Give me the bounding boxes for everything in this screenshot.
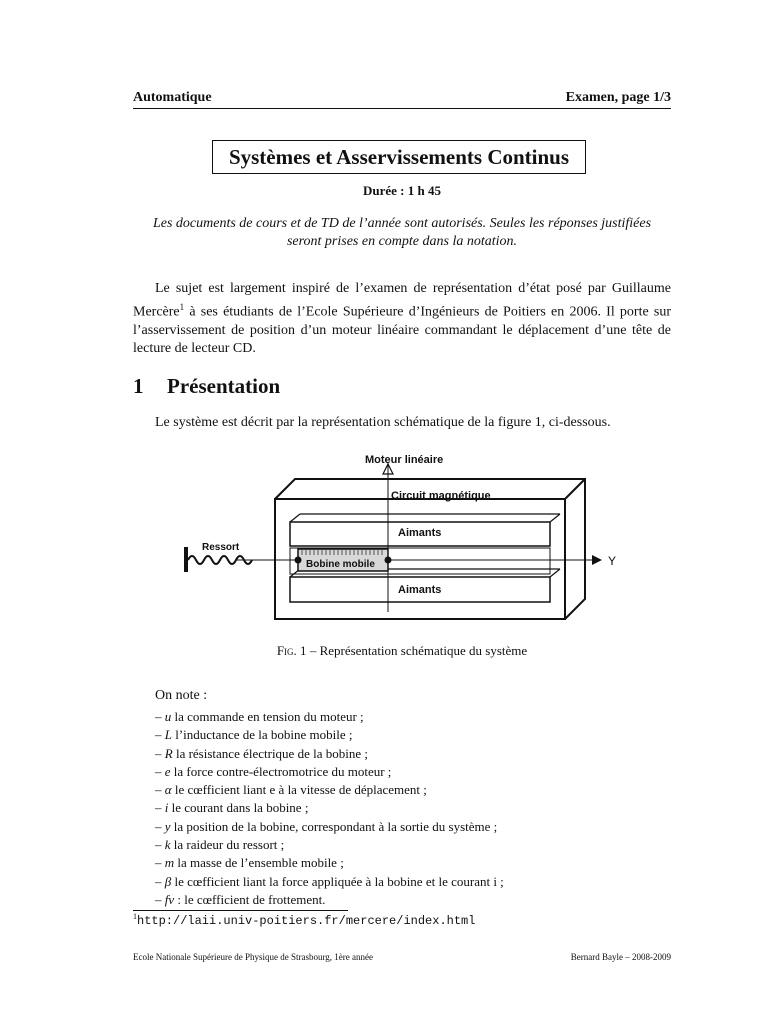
list-item: – R la résistance électrique de la bobine ;	[155, 745, 368, 761]
footer-author: Bernard Bayle – 2008-2009	[570, 952, 671, 962]
label-y-axis: Y	[608, 554, 617, 568]
list-item: – α le cœfficient liant e à la vitesse de déplacement ;	[155, 782, 427, 798]
section-text: Le système est décrit par la représentation schématique de la figure 1, ci-dessous.	[155, 415, 611, 430]
document-title: Systèmes et Asservissements Continus	[212, 140, 586, 174]
label-circuit: Circuit magnétique	[391, 490, 491, 502]
section-number: 1	[133, 374, 144, 398]
label-motor: Moteur linéaire	[365, 454, 444, 466]
footnote	[133, 912, 475, 928]
list-item: – m la masse de l’ensemble mobile ;	[155, 855, 344, 871]
figure-caption	[133, 643, 671, 659]
list-item: – β le cœfficient liant la force appliquée à la bobine et le courant i ;	[155, 873, 504, 889]
list-item: – L l’inductance de la bobine mobile ;	[155, 727, 353, 743]
list-item: – e la force contre-électromotrice du moteur ;	[155, 763, 392, 779]
coil-center-dot	[385, 557, 392, 564]
figure-caption-text: – Représentation schématique du système	[306, 643, 528, 658]
header-course: Automatique	[133, 90, 212, 105]
header-rule	[133, 108, 671, 109]
list-item: – u la commande en tension du moteur ;	[155, 709, 364, 724]
exam-duration: Durée : 1 h 45	[363, 183, 441, 198]
list-item: – fv : le cœfficient de frottement.	[155, 891, 326, 907]
list-item: – i le courant dans la bobine ;	[155, 800, 309, 816]
label-spring: Ressort	[202, 542, 240, 553]
label-magnets-bottom: Aimants	[398, 584, 442, 596]
list-item: – k la raideur du ressort ;	[155, 837, 285, 853]
footnote-url[interactable]: http://laii.univ-poitiers.fr/mercere/index.html	[137, 914, 476, 928]
y-axis-arrow	[592, 555, 602, 565]
footnote-ref: 1	[179, 302, 185, 312]
section-heading	[133, 374, 280, 399]
exam-notice: Les documents de cours et de TD de l’année sont autorisés. Seules les réponses justifiées seront prises en compte dans la notation.	[152, 216, 652, 249]
intro-paragraph	[133, 280, 671, 358]
intro-text-2: à ses étudiants de l’Ecole Supérieure d’Ingénieurs de Poitiers en 2006. Il porte sur l’asservissement de position d’un moteur linéaire commandant le déplacement d’une tête de lecture de lecteur CD.	[133, 304, 671, 356]
footnote-mark: 1	[133, 912, 137, 921]
notes-intro: On note :	[155, 688, 208, 703]
footnote-rule	[133, 910, 348, 911]
linear-motor-diagram	[180, 452, 630, 622]
header-page: Examen, page 1/3	[565, 90, 671, 105]
footer-school: Ecole Nationale Supérieure de Physique de Strasbourg, 1ère année	[133, 952, 374, 962]
label-magnets-top: Aimants	[398, 527, 442, 539]
section-title: Présentation	[167, 374, 281, 398]
intro-text-1: Le sujet est largement inspiré de l’examen de représentation d’état posé par Guillaume Mercère	[133, 281, 671, 320]
figure-caption-prefix: Fig. 1	[276, 643, 307, 658]
coil-windings	[302, 549, 382, 555]
notation-list	[155, 708, 504, 909]
label-coil: Bobine mobile	[306, 559, 375, 570]
list-item: – y la position de la bobine, correspondant à la sortie du système ;	[155, 818, 498, 834]
